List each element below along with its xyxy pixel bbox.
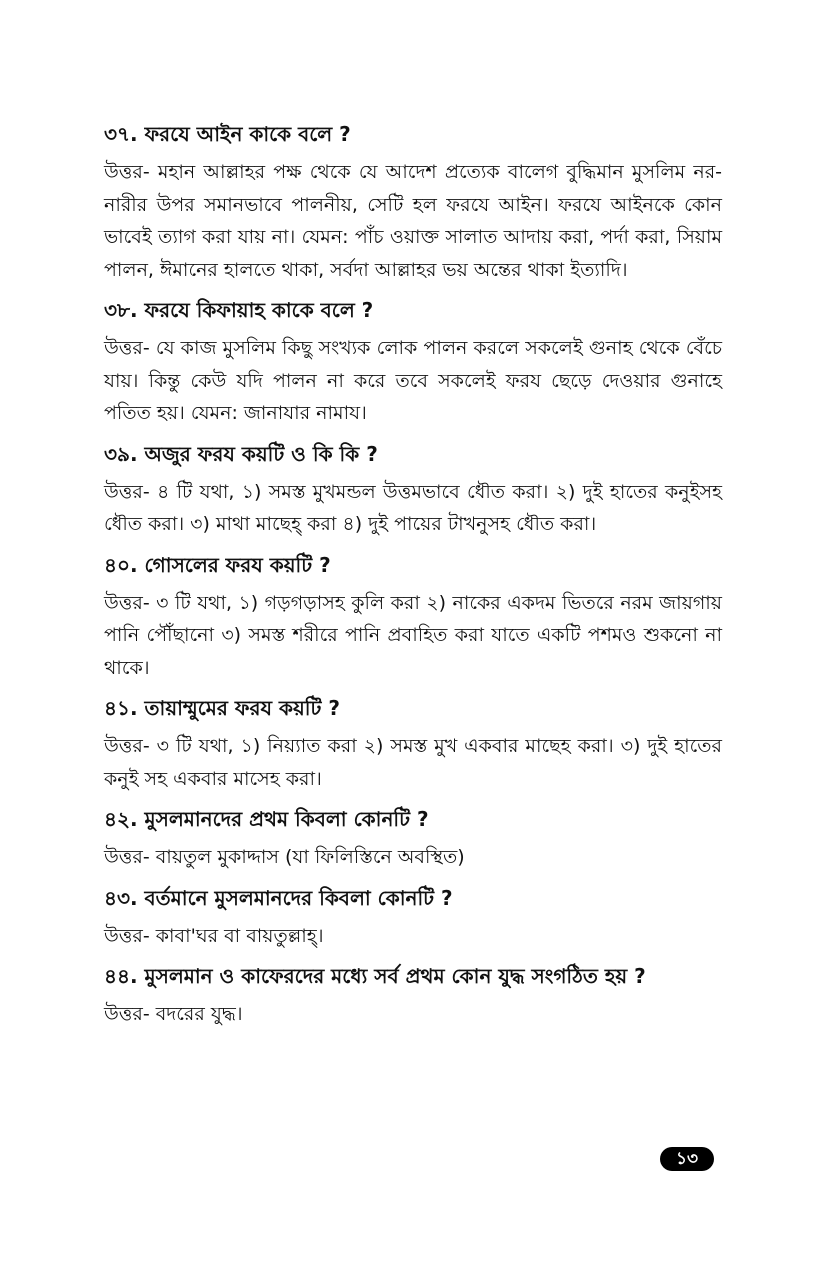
qa-item-40 — [104, 549, 722, 685]
question-heading: ৪২. মুসলমানদের প্রথম কিবলা কোনটি ? — [104, 807, 429, 831]
answer-text: উত্তর- মহান আল্লাহর পক্ষ থেকে যে আদেশ প্রত্যেক বালেগ বুদ্ধিমান মুসলিম নর- নারীর উপর সমানভাবে পালনীয়, সেটি হল ফরযে আইন। ফরযে আইনকে কোন ভাবেই ত্যাগ করা যায় না। যেমন: পাঁচ ওয়াক্ত সালাত আদায় করা, পর্দা করা, সিয়াম পালন, ঈমানের হালতে থাকা, সর্বদা আল্লাহর ভয় অন্তের থাকা ইত্যাদি। — [104, 161, 722, 281]
question-heading: ৪০. গোসলের ফরয কয়টি ? — [104, 552, 331, 577]
qa-item-38 — [104, 294, 722, 430]
answer-text: উত্তর- বদরের যুদ্ধ। — [104, 1003, 243, 1025]
question-heading: ৩৭. ফরযে আইন কাকে বলে ? — [104, 122, 351, 146]
question-heading: ৩৮. ফরযে কিফায়াহ কাকে বলে ? — [104, 298, 374, 322]
qa-item-44 — [104, 960, 722, 1031]
question-heading: ৪১. তায়াম্মুমের ফরয কয়টি ? — [104, 696, 340, 720]
page-content — [104, 118, 722, 1039]
question-heading: ৪৪. মুসলমান ও কাফেরদের মধ্যে সর্ব প্রথম কোন যুদ্ধ সংগঠিত হয় ? — [104, 964, 646, 988]
answer-text: উত্তর- কাবা'ঘর বা বায়তুল্লাহ্। — [104, 924, 324, 947]
answer-text: উত্তর- যে কাজ মুসলিম কিছু সংখ্যক লোক পালন করলে সকলেই গুনাহ থেকে বেঁচে যায়। কিন্তু কেউ যদি পালন না করে তবে সকলেই ফরয ছেড়ে দেওয়ার গুনাহে পতিত হয়। যেমন: জানাযার নামায। — [104, 337, 722, 424]
answer-text: উত্তর- বায়তুল মুকাদ্দাস (যা ফিলিস্তিনে অবস্থিত) — [104, 846, 465, 868]
qa-item-42 — [104, 803, 722, 874]
qa-item-39 — [104, 438, 722, 541]
page-number-badge: ১৩ — [660, 1147, 714, 1171]
answer-text: উত্তর- ৩ টি যথা, ১) গড়গড়াসহ কুলি করা ২) নাকের একদম ভিতরে নরম জায়গায় পানি পৌঁছানো ৩) সমস্ত শরীরে পানি প্রবাহিত করা যাতে একটি পশমও শুকনো না থাকে। — [104, 591, 722, 679]
answer-text: উত্তর- ৪ টি যথা, ১) সমস্ত মুখমন্ডল উত্তমভাবে ধৌত করা। ২) দুই হাতের কনুইসহ ধৌত করা। ৩) মাথা মাছেহ্ করা ৪) দুই পায়ের টাখনুসহ ধৌত করা। — [104, 480, 722, 535]
qa-item-43 — [104, 882, 722, 953]
answer-text: উত্তর- ৩ টি যথা, ১) নিয়্যাত করা ২) সমস্ত মুখ একবার মাছেহ করা। ৩) দুই হাতের কনুই সহ একবার মাসেহ করা। — [104, 735, 722, 790]
qa-item-37 — [104, 118, 722, 286]
qa-item-41 — [104, 692, 722, 795]
question-heading: ৪৩. বর্তমানে মুসলমানদের কিবলা কোনটি ? — [104, 885, 453, 910]
question-heading: ৩৯. অজুর ফরয কয়টি ও কি কি ? — [104, 441, 378, 466]
